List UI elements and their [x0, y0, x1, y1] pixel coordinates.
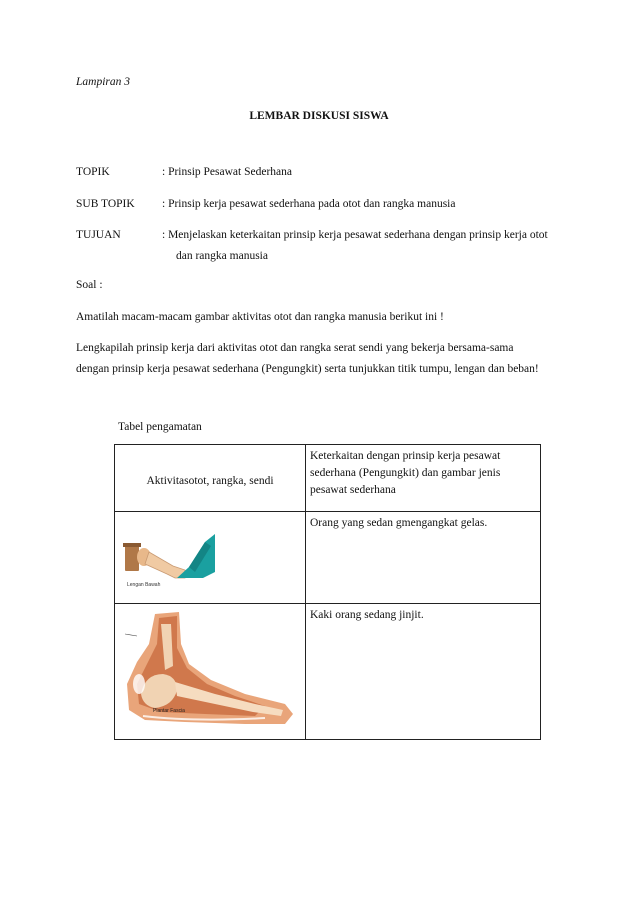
table-row: [115, 604, 541, 740]
topik-label: TOPIK: [76, 166, 110, 178]
tujuan-value-continued: dan rangka manusia: [176, 250, 268, 262]
glass-shape: [125, 545, 139, 571]
image-cell-foot: [115, 604, 306, 740]
foot-image-label: Plantar Fascia: [153, 708, 185, 714]
topik-value: : Prinsip Pesawat Sederhana: [162, 166, 292, 178]
appendix-label: Lampiran 3: [76, 76, 130, 88]
subtopik-label: SUB TOPIK: [76, 198, 135, 210]
header-cell-relation: Keterkaitan dengan prinsip kerja pesawat sederhana (Pengungkit) dan gambar jenis pesawat sederhana: [306, 445, 541, 512]
subtopik-value: : Prinsip kerja pesawat sederhana pada otot dan rangka manusia: [162, 198, 456, 210]
row-description: Kaki orang sedang jinjit.: [310, 609, 424, 621]
description-cell: [306, 604, 541, 740]
table-row: [115, 512, 541, 604]
row-description: Orang yang sedan gmengangkat gelas.: [310, 517, 488, 529]
description-cell: [306, 512, 541, 604]
foot-anatomy-illustration: [115, 604, 305, 736]
header-cell-activity: [115, 445, 306, 512]
table-header-row: [115, 445, 541, 512]
arm-lifting-glass-illustration: [115, 512, 305, 600]
observation-table: [114, 444, 541, 740]
question-label: Soal :: [76, 279, 103, 291]
question-task-line2: dengan prinsip kerja pesawat sederhana (Pengungkit) serta tunjukkan titik tumpu, lengan dan beban!: [76, 363, 539, 375]
header-activity-text: Aktivitasotot, rangka, sendi: [146, 475, 274, 487]
page-title: LEMBAR DISKUSI SISWA: [249, 110, 389, 122]
tujuan-value: : Menjelaskan keterkaitan prinsip kerja pesawat sederhana dengan prinsip kerja otot: [162, 229, 548, 241]
arm-image-label: Lengan Bawah: [127, 582, 161, 588]
forearm-shape: [145, 552, 185, 578]
table-caption: Tabel pengamatan: [118, 421, 202, 433]
question-task-line1: Lengkapilah prinsip kerja dari aktivitas otot dan rangka serat sendi yang bekerja bersama-sama: [76, 342, 514, 354]
question-instruction: Amatilah macam-macam gambar aktivitas otot dan rangka manusia berikut ini !: [76, 311, 444, 323]
tujuan-label: TUJUAN: [76, 229, 121, 241]
image-cell-arm: [115, 512, 306, 604]
